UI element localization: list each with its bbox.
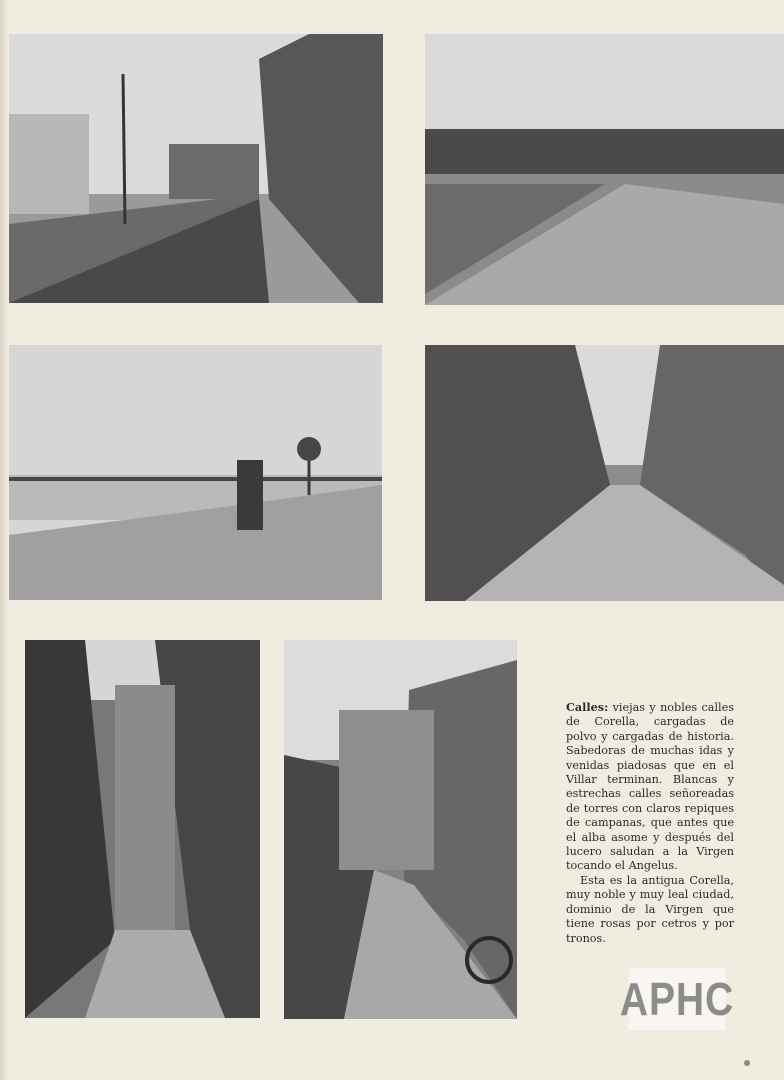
photo-street-with-wall [9,34,383,303]
caption-paragraph-2: Esta es la antigua Corella, muy noble y muy leal ciudad, dominio de la Virgen que tiene rosas por cetros y por tronos. [566,873,734,945]
photo-street-with-cart [284,640,517,1019]
photo-stairs-alley [25,640,260,1018]
photo-country-road [425,34,784,305]
caption-text-1: viejas y nobles calles de Corella, cargadas de polvo y cargadas de historia. Sabedoras de muchas idas y venidas piadosas que en el Villar terminan. Blancas y estrechas calles señoreadas de torres con claros repiques de campanas, que antes que el alba asome y después del lucero saludan a la Virgen tocando el Angelus. [566,701,734,873]
caption-paragraph-1 [566,700,734,874]
photo-horseman-by-lake [9,345,382,600]
caption-lead: Calles: [566,700,609,714]
page-edge-shadow [0,0,8,1080]
aphc-watermark: APHC [629,968,726,1030]
photo-narrow-street [425,345,784,601]
page-dot [744,1060,750,1066]
caption [566,700,734,946]
